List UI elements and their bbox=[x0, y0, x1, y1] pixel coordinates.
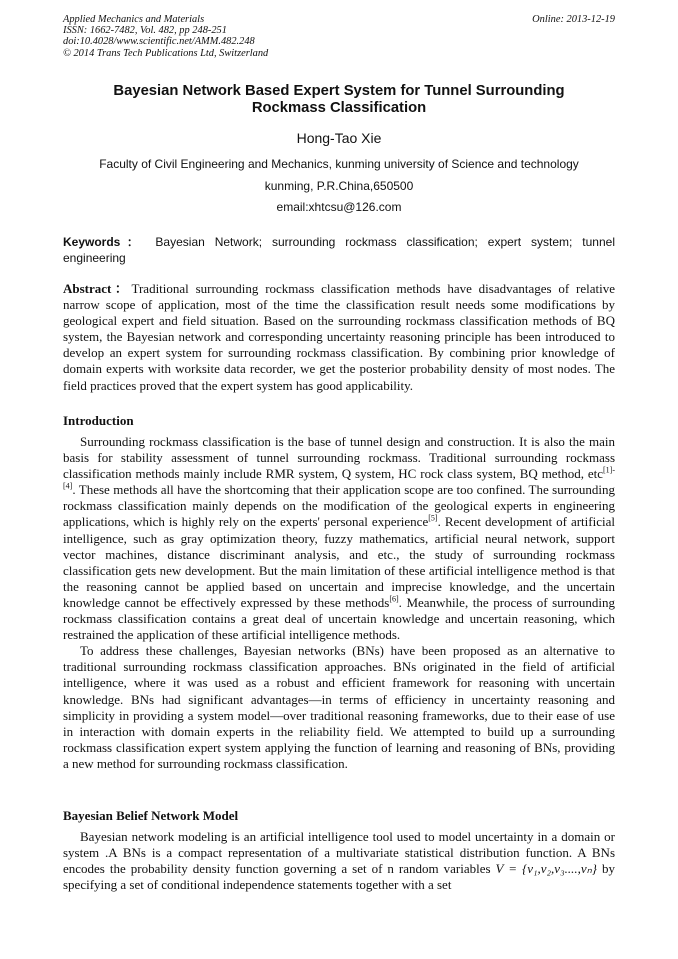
intro-text-c: . Recent development of artificial intelligence, such as gray optimization theory, fuzzy mathematics, artificial neural network, support vector machines, distance discriminant analysis, and etc., the study of surrounding rockmass classification gets new development. But the main limitation of these artificial intelligence method is that the reasoning cannot be applied based on uncertain and imprecise knowledge, and the uncertain knowledge cannot be effectively expressed by these methods bbox=[63, 514, 615, 610]
section-heading-bbn: Bayesian Belief Network Model bbox=[63, 808, 239, 823]
citation-1-4[interactable]: [1]-[4] bbox=[63, 465, 615, 491]
affiliation-city: kunming, P.R.China,650500 bbox=[264, 179, 414, 193]
bbn-text: Bayesian network modeling is an artificial intelligence tool used to model uncertainty in a domain or system .A BNs is a compact representation of a multivariate statistical distribution function. A BNs encodes the probability density function governing a set of n random variables bbox=[63, 829, 615, 877]
affiliation-line: Faculty of Civil Engineering and Mechanics, kunming university of Science and technology bbox=[99, 157, 579, 171]
introduction-body bbox=[63, 434, 615, 772]
copyright-line: © 2014 Trans Tech Publications Ltd, Switzerland bbox=[63, 47, 269, 59]
online-date: Online: 2013-12-19 bbox=[532, 14, 615, 25]
variable-set-formula: V = {v₁,v₂,v₃....,vₙ} bbox=[495, 861, 597, 877]
abstract-text: Traditional surrounding rockmass classification methods have disadvantages of relative narrow scope of application, most of the time the classification result needs some modifications by geological expert and field situation. Based on the surrounding rockmass classification methods of BQ system, the Bayesian network and corresponding uncertainty reasoning principle has been introduced to develop an expert system for surrounding rockmass classification. By combining prior knowledge of domain experts with worksite data recorder, we get the posterior probability density of most nodes. The field practices proved that the expert system has good applicability. bbox=[63, 281, 615, 393]
title-line-2: Rockmass Classification bbox=[251, 100, 427, 116]
title-line-1: Bayesian Network Based Expert System for Tunnel Surrounding bbox=[113, 83, 565, 99]
section-heading-introduction: Introduction bbox=[63, 413, 134, 428]
bbn-body bbox=[63, 829, 615, 893]
abstract-label: Abstract： bbox=[63, 281, 132, 296]
paper-title bbox=[63, 83, 615, 117]
journal-name: Applied Mechanics and Materials bbox=[63, 14, 205, 25]
bbn-paragraph-1 bbox=[63, 829, 615, 893]
author-name: Hong-Tao Xie bbox=[296, 130, 382, 146]
keywords-label: Keywords： bbox=[63, 235, 146, 249]
intro-text-b: . These methods all have the shortcoming that their application scope are too confined. The surrounding rockmass classification mainly depends on the modification of the geological experts in engineering applications, which is highly rely on the experts' personal experience bbox=[63, 482, 615, 530]
issn-line: ISSN: 1662-7482, Vol. 482, pp 248-251 bbox=[63, 25, 227, 37]
doi-line: doi:10.4028/www.scientific.net/AMM.482.248 bbox=[63, 36, 255, 48]
intro-text-a: Surrounding rockmass classification is the base of tunnel design and construction. It is also the main basis for stability assessment of tunnel surrounding rockmass. Traditional surrounding rockmass classification methods mainly include RMR system, Q system, HC rock class system, BQ method, etc bbox=[63, 434, 615, 482]
keywords-text: Bayesian Network; surrounding rockmass classification; expert system; tunnel engineering bbox=[63, 235, 615, 265]
intro-text-d: . Meanwhile, the process of surrounding rockmass classification contains a great deal of uncertain knowledge and uncertain reasoning, which restrained the application of these artificial intelligence methods. bbox=[63, 594, 615, 643]
keywords bbox=[63, 234, 615, 266]
author-email: email:xhtcsu@126.com bbox=[276, 200, 402, 214]
intro-paragraph-2: To address these challenges, Bayesian networks (BNs) have been proposed as an alternative to traditional surrounding rockmass classification approaches. BNs originated in the field of artificial intelligence, where it was used as a robust and efficient framework for reasoning with uncertain knowledge. BNs had significant advantages—in terms of efficiency in uncertainty reasoning and simplicity in providing a system model—over traditional reasoning frameworks, due to their ease of use in interaction with domain experts in the reliability field. We attempted to build up a surrounding rockmass classification expert system applying the function of learning and reasoning of BNs, providing a new method for surrounding rockmass classification. bbox=[63, 643, 615, 771]
abstract bbox=[63, 281, 615, 394]
bbn-text-end: by specifying a set of conditional independence statements together with a set bbox=[63, 861, 615, 893]
citation-5[interactable]: [5] bbox=[428, 514, 438, 524]
journal-info bbox=[63, 14, 268, 59]
citation-6[interactable]: [6] bbox=[389, 594, 399, 604]
intro-paragraph-1 bbox=[63, 434, 615, 643]
